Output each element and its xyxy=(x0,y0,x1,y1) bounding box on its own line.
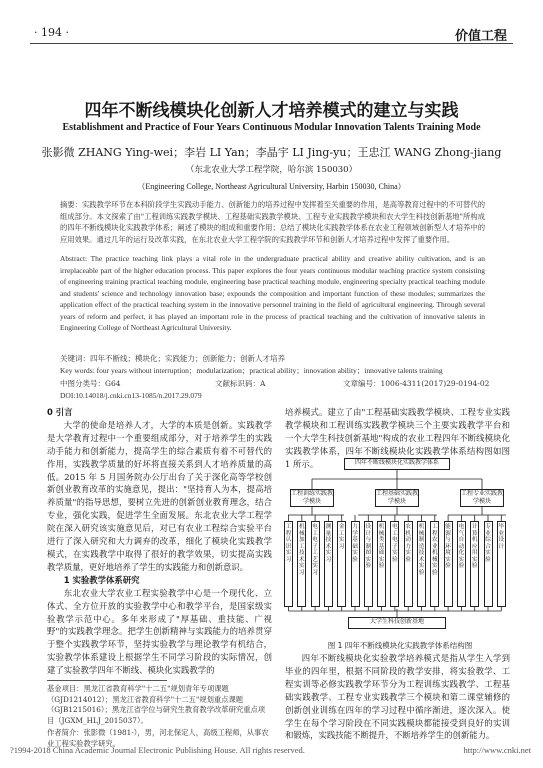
diagram-leaf: 工程认识实习 xyxy=(284,521,293,607)
footnote-fund: 基金项目：黑龙江省教育科学"十二五"规划青年专项课题（GJD1214012）；黑龙江省教育科学"十二五"规划重点课题（GJB1215016）；黑龙江省学位与研究生教育教学改革研究重点项目（JGXM_HLJ_2015037）。 xyxy=(47,684,266,725)
website-link[interactable]: http://www.cnki.net xyxy=(463,745,531,755)
innovation-base: 大学生科技创新基地 xyxy=(348,617,446,629)
document-code: 文献标识码：A xyxy=(215,379,266,388)
authors: 张影微 ZHANG Ying-wei；李岩 LI Yan；李晶宇 LI Jing-yu；王忠江 WANG Zhong-jiang xyxy=(41,146,502,159)
diagram-leaf: 机械加工技术实习 xyxy=(297,521,306,607)
diagram-leaf: 工程农业机械实验 xyxy=(430,521,439,607)
keywords-english: Key words: four years without interruption；modularization；practical ability；innovation ability；innovative talents training xyxy=(60,366,443,375)
diagram-leaf: 机械制造技术实验 xyxy=(417,521,426,607)
module-basic: 工程基础实践教学模块 xyxy=(375,489,419,507)
copyright-footer xyxy=(10,745,531,755)
diagram-leaf: 能源与环境实验 xyxy=(444,521,453,607)
doi: DOI:10.14018/j.cnki.cn13-1085/n.2017.29.079 xyxy=(60,391,202,400)
affiliation-english: （Engineering College, Northeast Agricultural University, Harbin 150030, China） xyxy=(137,182,406,191)
paragraph: 东北农业大学农业工程实验教学中心是一个现代化、立体式、全方位开放的实验教学中心和教学平台，是国家级实验教学示范中心。多年来形成了"厚基础、重技能、广视野"的实践教学理念。把学生创新精神与实践能力的培养贯穿于整个实践教学环节，坚持实验教学与理论教学有机结合，实验教学体系建设上根据学生不同学习阶段的实际情况，创建了实验教学四年不断线、模块化实践教学的 xyxy=(47,587,272,676)
module-specialty: 工程专业实践教学模块 xyxy=(460,489,504,507)
diagram-leaf: 力学基础实验 xyxy=(351,521,360,607)
diagram-leaf: 电气自动化实验 xyxy=(457,521,466,607)
abstract-english: Abstract: The practice teaching link plays a vital role in the undergraduate practical ability and creative ability cultivation, and is an irreplaceable part of the higher education process. This paper explores the four years continuous modular teaching practice system consisting of engineering training practical teaching module, engineering base practical teaching module, engineering specialty practical teaching module and students' science and technology innovation base; expounds the composition and important function of these modules; summarizes the application effect of the practical teaching system in the innovative personnel training in the field of agricultural engineering. Through several years of reform and perfect, it has played an important role in the process of practical teaching and the cultivation of innovative talents in Engineering College of Northeast Agricultural University. xyxy=(60,254,485,332)
figure-caption: 图 1 四年不断线模块化实践教学体系结构图 xyxy=(327,641,473,650)
diagram-leaf: 电工电子工艺实习 xyxy=(311,521,320,607)
module-training: 工程训练实践教学模块 xyxy=(290,489,334,507)
affiliation-chinese: （东北农业大学工程学院，哈尔滨 150030） xyxy=(185,165,358,175)
diagram-leaf: 机械类基础实验 xyxy=(377,521,386,607)
body-left-column xyxy=(47,406,272,677)
paragraph: 培养模式。建立了由"工程基础实践教学模块、工程专业实践教学模块和工程训练实践教学模块三个主要实践教学平台和一个大学生科技创新基地"构成的农业工程四年不断线模块化实践教学体系，四年不断线模块化实践教学体系结构图如图 1 所示。 xyxy=(285,407,510,469)
structure-diagram xyxy=(282,455,512,635)
diagram-leaf: 计算机应用实验 xyxy=(470,521,479,607)
paragraph: 四年不断线模块化实验教学培养模式是指从学生入学到毕业的四年里，根据不同阶段的教学安排，将实验教学、工程实训等必修实践教学环节分为工程训练实践教学、工程基础实践教学、工程专业实践教学三个模块和第二课堂辅修的创新创业训练在四年的学习过程中循序渐进，逐次深入。使学生在每个学习阶段在不同实践模块都能接受到良好的实训和锻炼，实践技能不断提升，不断培养学生的创新能力。 xyxy=(285,653,510,741)
section-heading: 1 实验教学体系研究 xyxy=(63,574,140,585)
diagram-leaf: 测量技术实习 xyxy=(324,521,333,607)
article-number: 文章编号：1006-4311(2017)29-0194-02 xyxy=(343,379,490,388)
diagram-leaf: 电工电子实验 xyxy=(390,521,399,607)
clc-number: 中图分类号：G64 xyxy=(60,379,121,388)
section-heading: 0 引言 xyxy=(47,407,73,417)
page-number: · 194 · xyxy=(34,26,69,39)
keywords-chinese: 关键词：四年不断线；模块化；实践能力；创新能力；创新人才培养 xyxy=(60,354,285,363)
diagram-root: 四年不断线模块化实践教学体系 xyxy=(344,458,450,470)
abstract-chinese: 摘要：实践教学环节在本科阶段学生实践动手能力、创新能力的培养过程中发挥着至关重要的作用，是高等教育过程中的不可替代的组成部分。本文探索了由"工程训练实践教学模块、工程基础实践教学模块、工程专业实践教学模块和农大学生科技创新基地"所构成的四年不断线模块化实践教学体系；阐述了模块的组成和重要作用；总结了模块化实践教学体系在农业工程领域创新型人才培养中的应用效果。通过几年的运行及改革实践，在东北农业大学工程学院的实践教学环节和创新人才培养过程中发挥了重要作用。 xyxy=(60,200,485,244)
title-chinese: 四年不断线模块化创新人才培养模式的建立与实践 xyxy=(84,101,459,121)
diagram-leaf: 农机动力实验 xyxy=(404,521,413,607)
diagram-leaf: 毕业设计 xyxy=(497,521,506,607)
paragraph: 大学的使命是培养人才，大学的本质是创新。实践教学是大学教育过程中一个重要组成部分，对于培养学生的实践动手能力和创新能力，提高学生的综合素质有着不可替代的作用，实践教学质量的好坏将直接关系到人才培养质量的高低。2015 年 5 月国务院办公厅出台了关于深化高等学校创新创业教育改革的实施意见，提出："坚持育人为本，提高培养质量"的指导思想，要树立先进的创新创业教育理念，结合专业，强化实践，促进学生全面发展。东北农业大学工程学院在深入研究该实施意见后，对已有农业工程综合实验平台进行了深入研究和大力调弃的改革，细化了模块化实践教学模式，在实践教学中取得了很好的教学效果，切实提高实践教学质量，更好地培养了学生的实践能力和创新意识。 xyxy=(47,419,272,572)
footnote-rule xyxy=(47,680,167,681)
diagram-leaf: 金工实习 xyxy=(337,521,346,607)
title-english: Establishment and Practice of Four Years Continuous Modular Innovation Talents Training Mode xyxy=(62,122,481,133)
copyright-text: ?1994-2018 China Academic Journal Electronic Publishing House. All rights reserved. xyxy=(10,745,305,755)
diagram-leaf: 专业综合实验 xyxy=(484,521,493,607)
footnote-author: 作者简介：张影微（1981-），男，河北保定人，高级工程师，从事农业工程实验教学研究。 xyxy=(47,728,269,748)
journal-section: 价值工程 xyxy=(454,29,507,44)
body-right-column-bottom xyxy=(285,652,510,742)
header-rule xyxy=(30,43,513,44)
diagram-leaf: 设计与制图实验 xyxy=(364,521,373,607)
